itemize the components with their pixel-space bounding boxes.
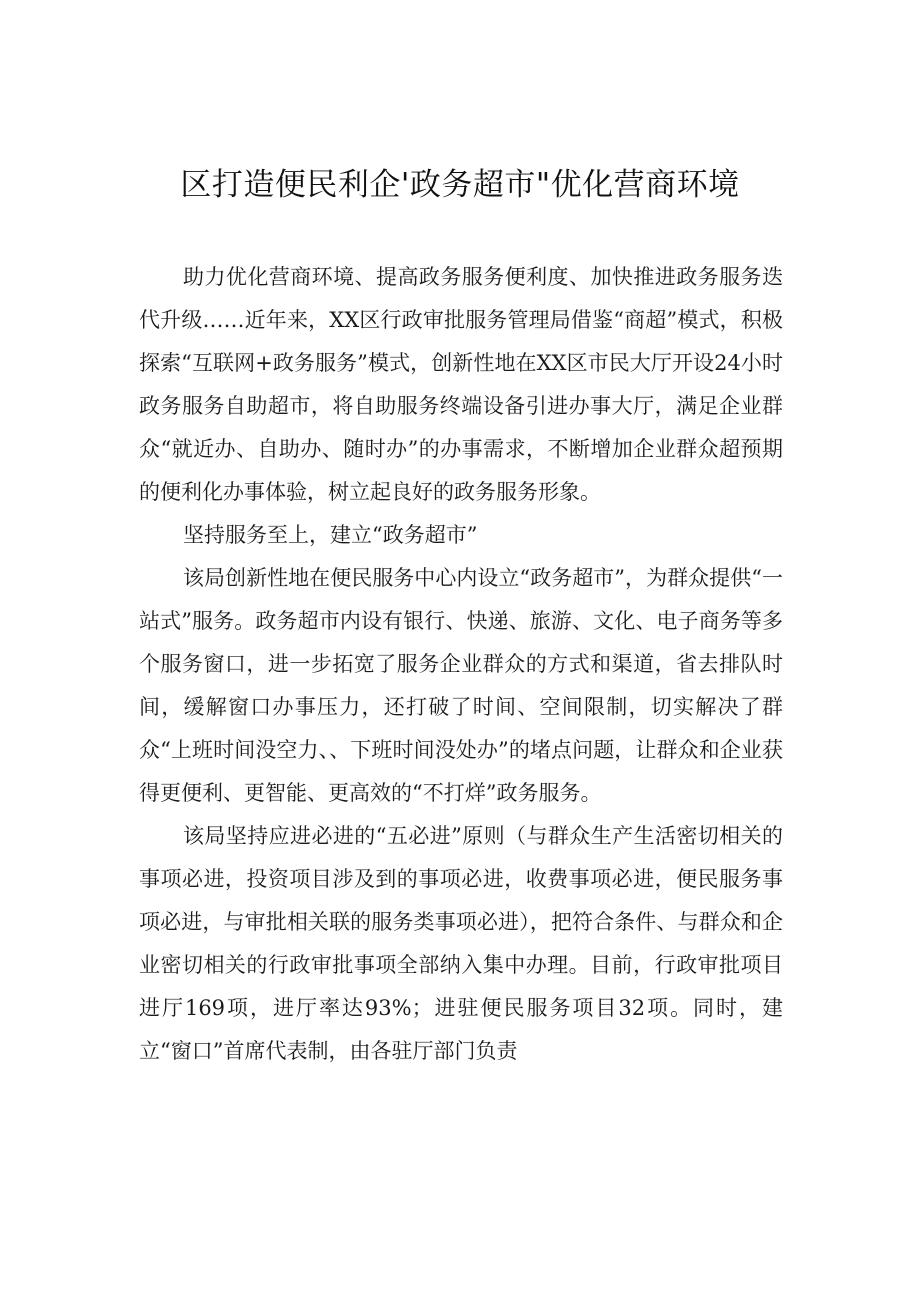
paragraph-government-supermarket: 该局创新性地在便民服务中心内设立“政务超市”，为群众提供“一站式”服务。政务超市内设有银行、快递、旅游、文化、电子商务等多个服务窗口，进一步拓宽了服务企业群众的方式和渠道，省去排队时间，缓解窗口办事压力，还打破了时间、空间限制，切实解决了群众“上班时间没空力、、下班时间没处办”的堵点问题，让群众和企业获得更便利、更智能、更高效的“不打烊”政务服务。 bbox=[139, 566, 783, 805]
paragraph-five-musts: 该局坚持应进必进的“五必进”原则（与群众生产生活密切相关的事项必进，投资项目涉及到的事项必进，收费事项必进，便民服务事项必进，与审批相关联的服务类事项必进），把符合条件、与群众和企业密切相关的行政审批事项全部纳入集中办理。目前，行政审批项目进厅169项，进厅率达93%；进驻便民服务项目32项。同时，建立“窗口”首席代表制，由各驻厅部门负责 bbox=[139, 824, 783, 1063]
section-heading: 坚持服务至上，建立“政务超市” bbox=[183, 523, 478, 547]
document-title: 区打造便民利企'政务超市"优化营商环境 bbox=[180, 167, 740, 203]
document-body bbox=[139, 256, 783, 1073]
paragraph-intro: 助力优化营商环境、提高政务服务便利度、加快推进政务服务迭代升级……近年来，XX区行政审批服务管理局借鉴“商超”模式，积极探索“互联网+政务服务”模式，创新性地在XX区市民大厅开设24小时政务服务自助超市，将自助服务终端设备引进办事大厅，满足企业群众“就近办、自助办、随时办”的办事需求，不断增加企业群众超预期的便利化办事体验，树立起良好的政务服务形象。 bbox=[139, 265, 783, 504]
